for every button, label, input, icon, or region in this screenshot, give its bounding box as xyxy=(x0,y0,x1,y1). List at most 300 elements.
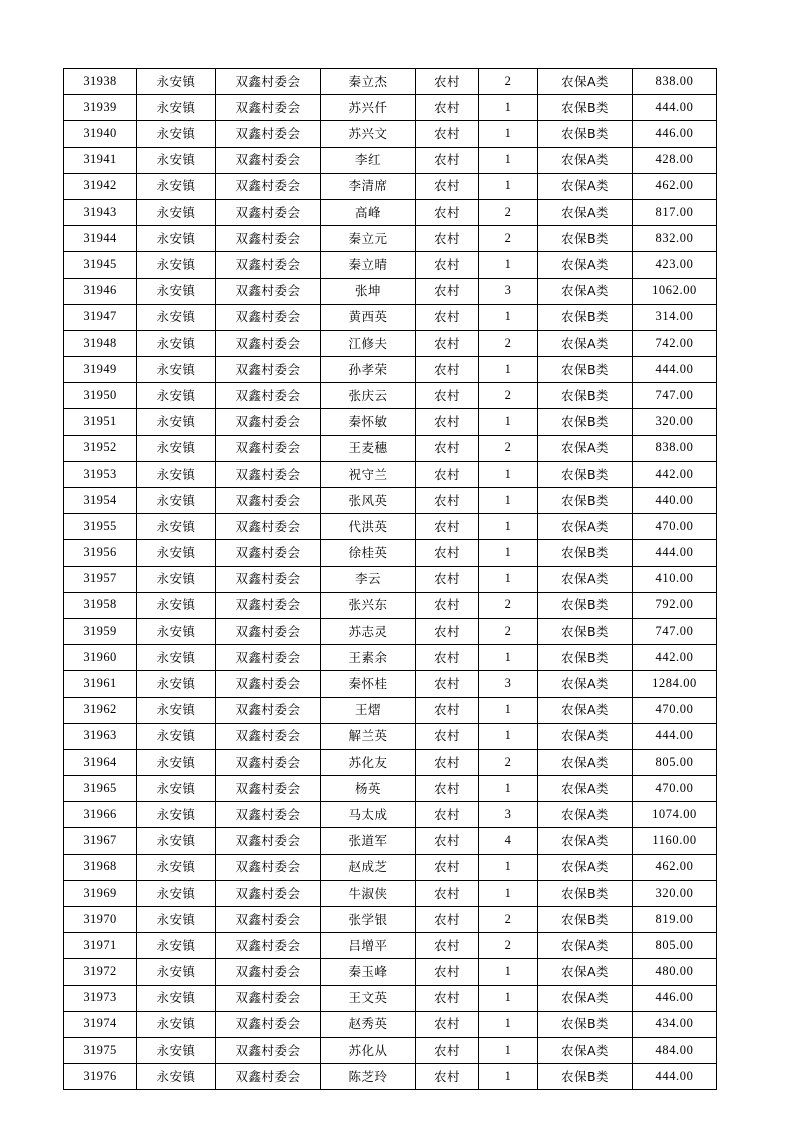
table-row xyxy=(64,278,717,304)
cell-name: 苏兴文 xyxy=(321,121,416,147)
cell-id: 31950 xyxy=(64,383,137,409)
cell-town: 永安镇 xyxy=(137,618,216,644)
cell-person-count: 1 xyxy=(479,461,538,487)
cell-name: 王麦穗 xyxy=(321,435,416,461)
cell-name: 祝守兰 xyxy=(321,461,416,487)
cell-town: 永安镇 xyxy=(137,147,216,173)
cell-town: 永安镇 xyxy=(137,226,216,252)
cell-person-count: 1 xyxy=(479,514,538,540)
cell-village: 双鑫村委会 xyxy=(216,1037,321,1063)
cell-category: 农保B类 xyxy=(538,592,633,618)
cell-id: 31972 xyxy=(64,959,137,985)
cell-id: 31964 xyxy=(64,749,137,775)
cell-name: 张兴东 xyxy=(321,592,416,618)
cell-person-count: 3 xyxy=(479,671,538,697)
cell-id: 31957 xyxy=(64,566,137,592)
cell-village: 双鑫村委会 xyxy=(216,697,321,723)
cell-town: 永安镇 xyxy=(137,854,216,880)
cell-id: 31965 xyxy=(64,776,137,802)
cell-household-type: 农村 xyxy=(416,488,479,514)
cell-household-type: 农村 xyxy=(416,409,479,435)
cell-town: 永安镇 xyxy=(137,435,216,461)
cell-id: 31943 xyxy=(64,199,137,225)
cell-village: 双鑫村委会 xyxy=(216,278,321,304)
cell-category: 农保A类 xyxy=(538,278,633,304)
cell-amount: 1160.00 xyxy=(633,828,717,854)
cell-category: 农保B类 xyxy=(538,461,633,487)
cell-category: 农保A类 xyxy=(538,802,633,828)
cell-household-type: 农村 xyxy=(416,226,479,252)
cell-category: 农保B类 xyxy=(538,95,633,121)
cell-id: 31963 xyxy=(64,723,137,749)
cell-household-type: 农村 xyxy=(416,461,479,487)
cell-village: 双鑫村委会 xyxy=(216,304,321,330)
cell-village: 双鑫村委会 xyxy=(216,1064,321,1090)
cell-name: 苏兴仟 xyxy=(321,95,416,121)
cell-town: 永安镇 xyxy=(137,95,216,121)
cell-name: 徐桂英 xyxy=(321,540,416,566)
cell-village: 双鑫村委会 xyxy=(216,540,321,566)
table-row xyxy=(64,959,717,985)
cell-category: 农保A类 xyxy=(538,671,633,697)
cell-person-count: 1 xyxy=(479,1037,538,1063)
cell-town: 永安镇 xyxy=(137,488,216,514)
cell-name: 张庆云 xyxy=(321,383,416,409)
cell-town: 永安镇 xyxy=(137,959,216,985)
cell-id: 31951 xyxy=(64,409,137,435)
cell-name: 秦怀桂 xyxy=(321,671,416,697)
cell-category: 农保A类 xyxy=(538,985,633,1011)
cell-village: 双鑫村委会 xyxy=(216,199,321,225)
table-row xyxy=(64,69,717,95)
cell-name: 李红 xyxy=(321,147,416,173)
cell-name: 陈芝玲 xyxy=(321,1064,416,1090)
cell-amount: 470.00 xyxy=(633,776,717,802)
cell-amount: 805.00 xyxy=(633,749,717,775)
cell-id: 31974 xyxy=(64,1011,137,1037)
cell-town: 永安镇 xyxy=(137,880,216,906)
cell-amount: 470.00 xyxy=(633,697,717,723)
cell-household-type: 农村 xyxy=(416,907,479,933)
cell-name: 张道军 xyxy=(321,828,416,854)
cell-amount: 838.00 xyxy=(633,69,717,95)
cell-town: 永安镇 xyxy=(137,330,216,356)
cell-category: 农保A类 xyxy=(538,749,633,775)
cell-household-type: 农村 xyxy=(416,1011,479,1037)
cell-person-count: 2 xyxy=(479,933,538,959)
cell-person-count: 1 xyxy=(479,95,538,121)
cell-household-type: 农村 xyxy=(416,592,479,618)
cell-village: 双鑫村委会 xyxy=(216,723,321,749)
cell-amount: 805.00 xyxy=(633,933,717,959)
table-row xyxy=(64,749,717,775)
cell-id: 31960 xyxy=(64,645,137,671)
cell-amount: 434.00 xyxy=(633,1011,717,1037)
cell-id: 31953 xyxy=(64,461,137,487)
cell-name: 王文英 xyxy=(321,985,416,1011)
cell-category: 农保B类 xyxy=(538,880,633,906)
cell-town: 永安镇 xyxy=(137,461,216,487)
cell-person-count: 1 xyxy=(479,147,538,173)
cell-amount: 444.00 xyxy=(633,1064,717,1090)
cell-id: 31947 xyxy=(64,304,137,330)
cell-person-count: 1 xyxy=(479,357,538,383)
table-row xyxy=(64,1064,717,1090)
cell-amount: 440.00 xyxy=(633,488,717,514)
cell-town: 永安镇 xyxy=(137,776,216,802)
cell-category: 农保A类 xyxy=(538,1037,633,1063)
table-row xyxy=(64,723,717,749)
cell-household-type: 农村 xyxy=(416,121,479,147)
cell-name: 吕增平 xyxy=(321,933,416,959)
cell-category: 农保B类 xyxy=(538,488,633,514)
cell-amount: 819.00 xyxy=(633,907,717,933)
cell-village: 双鑫村委会 xyxy=(216,854,321,880)
cell-amount: 747.00 xyxy=(633,618,717,644)
table-row xyxy=(64,618,717,644)
cell-village: 双鑫村委会 xyxy=(216,776,321,802)
cell-village: 双鑫村委会 xyxy=(216,933,321,959)
cell-village: 双鑫村委会 xyxy=(216,409,321,435)
cell-village: 双鑫村委会 xyxy=(216,1011,321,1037)
cell-category: 农保B类 xyxy=(538,121,633,147)
cell-town: 永安镇 xyxy=(137,985,216,1011)
cell-village: 双鑫村委会 xyxy=(216,592,321,618)
cell-category: 农保B类 xyxy=(538,304,633,330)
table-row xyxy=(64,488,717,514)
cell-name: 苏志灵 xyxy=(321,618,416,644)
cell-category: 农保B类 xyxy=(538,357,633,383)
cell-amount: 444.00 xyxy=(633,95,717,121)
table-row xyxy=(64,173,717,199)
cell-person-count: 1 xyxy=(479,566,538,592)
cell-town: 永安镇 xyxy=(137,828,216,854)
cell-person-count: 2 xyxy=(479,749,538,775)
cell-amount: 817.00 xyxy=(633,199,717,225)
cell-village: 双鑫村委会 xyxy=(216,252,321,278)
cell-amount: 320.00 xyxy=(633,880,717,906)
cell-household-type: 农村 xyxy=(416,854,479,880)
cell-village: 双鑫村委会 xyxy=(216,488,321,514)
cell-category: 农保A类 xyxy=(538,854,633,880)
cell-category: 农保A类 xyxy=(538,147,633,173)
cell-id: 31954 xyxy=(64,488,137,514)
cell-amount: 444.00 xyxy=(633,723,717,749)
cell-town: 永安镇 xyxy=(137,69,216,95)
cell-household-type: 农村 xyxy=(416,304,479,330)
cell-village: 双鑫村委会 xyxy=(216,69,321,95)
table-row xyxy=(64,985,717,1011)
cell-person-count: 1 xyxy=(479,540,538,566)
cell-name: 苏化从 xyxy=(321,1037,416,1063)
table-row xyxy=(64,330,717,356)
cell-village: 双鑫村委会 xyxy=(216,618,321,644)
cell-category: 农保B类 xyxy=(538,1011,633,1037)
cell-name: 秦立晴 xyxy=(321,252,416,278)
cell-id: 31958 xyxy=(64,592,137,618)
cell-village: 双鑫村委会 xyxy=(216,357,321,383)
cell-household-type: 农村 xyxy=(416,749,479,775)
cell-household-type: 农村 xyxy=(416,357,479,383)
cell-category: 农保B类 xyxy=(538,383,633,409)
cell-name: 李云 xyxy=(321,566,416,592)
cell-town: 永安镇 xyxy=(137,671,216,697)
cell-household-type: 农村 xyxy=(416,828,479,854)
cell-village: 双鑫村委会 xyxy=(216,461,321,487)
cell-town: 永安镇 xyxy=(137,383,216,409)
cell-id: 31966 xyxy=(64,802,137,828)
cell-name: 张风英 xyxy=(321,488,416,514)
cell-person-count: 1 xyxy=(479,880,538,906)
subsidy-table-wrap xyxy=(63,68,708,1090)
cell-amount: 470.00 xyxy=(633,514,717,540)
table-row xyxy=(64,461,717,487)
cell-household-type: 农村 xyxy=(416,697,479,723)
cell-household-type: 农村 xyxy=(416,645,479,671)
table-row xyxy=(64,933,717,959)
cell-amount: 1074.00 xyxy=(633,802,717,828)
cell-id: 31949 xyxy=(64,357,137,383)
cell-person-count: 1 xyxy=(479,723,538,749)
cell-category: 农保A类 xyxy=(538,199,633,225)
cell-category: 农保A类 xyxy=(538,69,633,95)
cell-id: 31962 xyxy=(64,697,137,723)
cell-household-type: 农村 xyxy=(416,69,479,95)
cell-household-type: 农村 xyxy=(416,985,479,1011)
cell-amount: 838.00 xyxy=(633,435,717,461)
table-row xyxy=(64,147,717,173)
cell-town: 永安镇 xyxy=(137,357,216,383)
cell-amount: 480.00 xyxy=(633,959,717,985)
table-row xyxy=(64,1011,717,1037)
cell-village: 双鑫村委会 xyxy=(216,330,321,356)
cell-category: 农保A类 xyxy=(538,933,633,959)
table-row xyxy=(64,907,717,933)
cell-amount: 410.00 xyxy=(633,566,717,592)
cell-village: 双鑫村委会 xyxy=(216,514,321,540)
cell-id: 31942 xyxy=(64,173,137,199)
cell-person-count: 2 xyxy=(479,69,538,95)
cell-category: 农保A类 xyxy=(538,330,633,356)
cell-town: 永安镇 xyxy=(137,1064,216,1090)
table-row xyxy=(64,566,717,592)
cell-village: 双鑫村委会 xyxy=(216,880,321,906)
cell-person-count: 2 xyxy=(479,199,538,225)
table-row xyxy=(64,1037,717,1063)
cell-household-type: 农村 xyxy=(416,199,479,225)
cell-amount: 832.00 xyxy=(633,226,717,252)
cell-person-count: 3 xyxy=(479,802,538,828)
cell-town: 永安镇 xyxy=(137,566,216,592)
cell-person-count: 2 xyxy=(479,330,538,356)
cell-category: 农保B类 xyxy=(538,645,633,671)
cell-name: 张学银 xyxy=(321,907,416,933)
cell-id: 31959 xyxy=(64,618,137,644)
cell-household-type: 农村 xyxy=(416,802,479,828)
cell-town: 永安镇 xyxy=(137,723,216,749)
cell-category: 农保B类 xyxy=(538,618,633,644)
cell-town: 永安镇 xyxy=(137,1037,216,1063)
cell-category: 农保A类 xyxy=(538,697,633,723)
cell-name: 江修夫 xyxy=(321,330,416,356)
cell-category: 农保A类 xyxy=(538,723,633,749)
cell-person-count: 2 xyxy=(479,592,538,618)
cell-name: 解兰英 xyxy=(321,723,416,749)
cell-household-type: 农村 xyxy=(416,880,479,906)
cell-town: 永安镇 xyxy=(137,802,216,828)
cell-town: 永安镇 xyxy=(137,697,216,723)
cell-amount: 442.00 xyxy=(633,461,717,487)
cell-name: 高峰 xyxy=(321,199,416,225)
cell-name: 黄西英 xyxy=(321,304,416,330)
cell-category: 农保B类 xyxy=(538,540,633,566)
cell-town: 永安镇 xyxy=(137,749,216,775)
cell-household-type: 农村 xyxy=(416,514,479,540)
cell-name: 李清席 xyxy=(321,173,416,199)
cell-amount: 1284.00 xyxy=(633,671,717,697)
cell-person-count: 4 xyxy=(479,828,538,854)
cell-person-count: 2 xyxy=(479,907,538,933)
cell-person-count: 2 xyxy=(479,383,538,409)
cell-category: 农保B类 xyxy=(538,226,633,252)
cell-town: 永安镇 xyxy=(137,304,216,330)
cell-id: 31971 xyxy=(64,933,137,959)
cell-name: 孙孝荣 xyxy=(321,357,416,383)
cell-category: 农保A类 xyxy=(538,435,633,461)
cell-household-type: 农村 xyxy=(416,1064,479,1090)
cell-household-type: 农村 xyxy=(416,95,479,121)
cell-category: 农保A类 xyxy=(538,566,633,592)
cell-household-type: 农村 xyxy=(416,671,479,697)
cell-amount: 446.00 xyxy=(633,121,717,147)
cell-town: 永安镇 xyxy=(137,907,216,933)
cell-amount: 428.00 xyxy=(633,147,717,173)
table-row xyxy=(64,409,717,435)
cell-person-count: 1 xyxy=(479,488,538,514)
cell-town: 永安镇 xyxy=(137,645,216,671)
table-row xyxy=(64,435,717,461)
cell-household-type: 农村 xyxy=(416,566,479,592)
cell-category: 农保B类 xyxy=(538,1064,633,1090)
cell-id: 31973 xyxy=(64,985,137,1011)
cell-amount: 747.00 xyxy=(633,383,717,409)
cell-category: 农保B类 xyxy=(538,907,633,933)
cell-name: 秦怀敏 xyxy=(321,409,416,435)
cell-name: 秦玉峰 xyxy=(321,959,416,985)
cell-village: 双鑫村委会 xyxy=(216,383,321,409)
cell-name: 赵秀英 xyxy=(321,1011,416,1037)
cell-name: 赵成芝 xyxy=(321,854,416,880)
cell-name: 杨英 xyxy=(321,776,416,802)
cell-id: 31970 xyxy=(64,907,137,933)
cell-amount: 320.00 xyxy=(633,409,717,435)
cell-id: 31961 xyxy=(64,671,137,697)
cell-household-type: 农村 xyxy=(416,933,479,959)
cell-household-type: 农村 xyxy=(416,1037,479,1063)
table-row xyxy=(64,304,717,330)
cell-village: 双鑫村委会 xyxy=(216,828,321,854)
cell-village: 双鑫村委会 xyxy=(216,985,321,1011)
cell-amount: 792.00 xyxy=(633,592,717,618)
cell-id: 31941 xyxy=(64,147,137,173)
cell-household-type: 农村 xyxy=(416,723,479,749)
cell-id: 31944 xyxy=(64,226,137,252)
table-row xyxy=(64,854,717,880)
cell-town: 永安镇 xyxy=(137,514,216,540)
cell-id: 31946 xyxy=(64,278,137,304)
cell-name: 王熠 xyxy=(321,697,416,723)
cell-village: 双鑫村委会 xyxy=(216,802,321,828)
cell-town: 永安镇 xyxy=(137,409,216,435)
table-row xyxy=(64,802,717,828)
cell-person-count: 1 xyxy=(479,173,538,199)
cell-person-count: 1 xyxy=(479,985,538,1011)
cell-person-count: 1 xyxy=(479,1011,538,1037)
table-row xyxy=(64,645,717,671)
cell-household-type: 农村 xyxy=(416,776,479,802)
cell-amount: 314.00 xyxy=(633,304,717,330)
cell-id: 31968 xyxy=(64,854,137,880)
cell-household-type: 农村 xyxy=(416,252,479,278)
table-row xyxy=(64,828,717,854)
cell-person-count: 3 xyxy=(479,278,538,304)
cell-village: 双鑫村委会 xyxy=(216,121,321,147)
cell-household-type: 农村 xyxy=(416,330,479,356)
cell-id: 31969 xyxy=(64,880,137,906)
cell-town: 永安镇 xyxy=(137,933,216,959)
cell-town: 永安镇 xyxy=(137,252,216,278)
cell-amount: 444.00 xyxy=(633,357,717,383)
cell-village: 双鑫村委会 xyxy=(216,749,321,775)
cell-name: 秦立元 xyxy=(321,226,416,252)
table-body xyxy=(64,69,717,1090)
cell-person-count: 2 xyxy=(479,435,538,461)
cell-category: 农保B类 xyxy=(538,409,633,435)
cell-town: 永安镇 xyxy=(137,121,216,147)
table-row xyxy=(64,697,717,723)
cell-name: 苏化友 xyxy=(321,749,416,775)
cell-amount: 423.00 xyxy=(633,252,717,278)
table-row xyxy=(64,514,717,540)
cell-household-type: 农村 xyxy=(416,278,479,304)
cell-household-type: 农村 xyxy=(416,383,479,409)
cell-name: 牛淑侠 xyxy=(321,880,416,906)
cell-name: 马太成 xyxy=(321,802,416,828)
cell-town: 永安镇 xyxy=(137,278,216,304)
cell-amount: 484.00 xyxy=(633,1037,717,1063)
cell-name: 秦立杰 xyxy=(321,69,416,95)
cell-category: 农保A类 xyxy=(538,776,633,802)
cell-household-type: 农村 xyxy=(416,435,479,461)
cell-village: 双鑫村委会 xyxy=(216,566,321,592)
table-row xyxy=(64,776,717,802)
cell-village: 双鑫村委会 xyxy=(216,645,321,671)
cell-person-count: 1 xyxy=(479,409,538,435)
cell-household-type: 农村 xyxy=(416,959,479,985)
cell-person-count: 1 xyxy=(479,854,538,880)
table-row xyxy=(64,592,717,618)
cell-town: 永安镇 xyxy=(137,173,216,199)
cell-category: 农保A类 xyxy=(538,959,633,985)
table-row xyxy=(64,95,717,121)
table-row xyxy=(64,880,717,906)
cell-person-count: 2 xyxy=(479,618,538,644)
table-row xyxy=(64,671,717,697)
table-row xyxy=(64,121,717,147)
cell-town: 永安镇 xyxy=(137,199,216,225)
cell-id: 31940 xyxy=(64,121,137,147)
cell-amount: 446.00 xyxy=(633,985,717,1011)
